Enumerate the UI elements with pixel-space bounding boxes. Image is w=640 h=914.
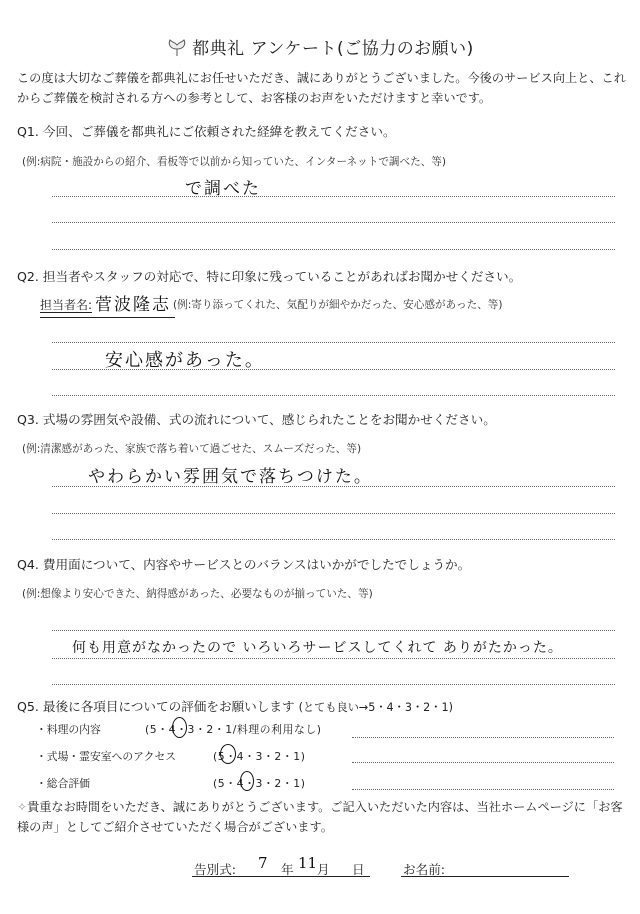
- year-label: 年: [281, 862, 294, 877]
- q3-question: Q3. 式場の雰囲気や設備、式の流れについて、感じられたことをお聞かせください。: [17, 412, 496, 427]
- rating-label-overall: ・総合評価: [36, 777, 90, 790]
- name-field-underline: [401, 876, 569, 877]
- answer-line: [52, 395, 615, 396]
- rating-row-food: [36, 722, 101, 737]
- selected-circle-access: [220, 744, 236, 764]
- date-underline: [192, 876, 370, 877]
- footer-note: [17, 797, 627, 837]
- answer-line: [52, 196, 615, 197]
- survey-title: [0, 34, 640, 59]
- q4-question: Q4. 費用面について、内容やサービスとのバランスはいかがでしたでしょうか。: [17, 557, 471, 572]
- answer-line: [52, 539, 615, 540]
- answer-line: [352, 737, 614, 738]
- q2-example: (例:寄り添ってくれた、気配りが細やかだった、安心感があった、等): [173, 299, 503, 311]
- rating-scale-access: (5・4・3・2・1): [213, 750, 306, 763]
- footer-text: 貴重なお時間をいただき、誠にありがとうございます。ご記入いただいた内容は、当社ホームページに「お客様の声」としてご紹介させていただく場合がございます。: [17, 800, 623, 834]
- q3-answer: やわらかい雰囲気で落ちつけた。: [88, 467, 373, 487]
- q2-answer: 安心感があった。: [105, 350, 265, 371]
- ceremony-month-value: 7: [258, 854, 270, 872]
- answer-line: [52, 513, 615, 514]
- rating-row-access: [36, 749, 176, 764]
- q1-answer: で調べた: [185, 179, 261, 199]
- rating-label-access: ・式場・霊安室へのアクセス: [36, 750, 177, 763]
- staff-underline: [40, 317, 175, 318]
- q1-example: (例:病院・施設からの紹介、看板等で以前から知っていた、インターネットで調べた、等): [22, 156, 447, 168]
- answer-line: [52, 249, 615, 250]
- month-label: 月: [317, 862, 330, 877]
- answer-line: [352, 762, 614, 763]
- q4-example: (例:想像より安心できた、納得感があった、必要なものが揃っていた、等): [22, 588, 373, 600]
- rating-scale-food: (5・4・3・2・1/料理の利用なし): [145, 723, 322, 736]
- answer-line: [52, 369, 615, 370]
- q5-question: Q5. 最後に各項目についての評価をお願いします: [17, 699, 295, 714]
- answer-line: [52, 222, 615, 223]
- q2-question: Q2. 担当者やスタッフの対応で、特に印象に残っていることがあればお聞かせください。: [17, 269, 522, 284]
- ceremony-day-value: 11: [298, 854, 318, 872]
- answer-line: [52, 658, 615, 659]
- staff-name-row: [40, 296, 92, 313]
- staff-name: 菅波隆志: [95, 295, 171, 315]
- answer-line: [52, 630, 615, 631]
- rating-row-overall: [36, 776, 90, 791]
- rating-scale-overall: (5・4・3・2・1): [213, 777, 306, 790]
- selected-circle-overall: [240, 771, 254, 791]
- staff-label: 担当者名:: [40, 298, 93, 312]
- q3-example: (例:清潔感があった、家族で落ち着いて過ごせた、スムーズだった、等): [22, 443, 362, 455]
- q4-answer: 何も用意がなかったので いろいろサービスしてくれて ありがたかった。: [72, 640, 563, 656]
- sparkle-icon: ✧: [17, 800, 28, 814]
- survey-title-text: 都典礼 アンケート(ご協力のお願い): [192, 39, 474, 59]
- ginkgo-leaf-icon: [166, 38, 188, 58]
- q5-question-row: [17, 696, 453, 715]
- q5-scale-note: (とても良い→5・4・3・2・1): [298, 701, 453, 714]
- answer-line: [52, 684, 615, 685]
- selected-circle-food: [172, 717, 187, 738]
- rating-label-food: ・料理の内容: [36, 723, 101, 736]
- day-label: 日: [352, 862, 365, 877]
- ceremony-label: 告別式:: [194, 862, 237, 877]
- answer-line: [52, 486, 615, 487]
- q1-question: Q1. 今回、ご葬儀を都典礼にご依頼された経緯を教えてください。: [17, 124, 396, 139]
- name-label: お名前:: [403, 862, 446, 877]
- answer-line: [52, 342, 615, 343]
- intro-text: この度は大切なご葬儀を都典礼にお任せいただき、誠にありがとうございました。今後のサービス向上と、これからご葬儀を検討される方への参考として、お客様のお声をいただけますと幸いです。: [17, 71, 626, 105]
- answer-line: [352, 789, 614, 790]
